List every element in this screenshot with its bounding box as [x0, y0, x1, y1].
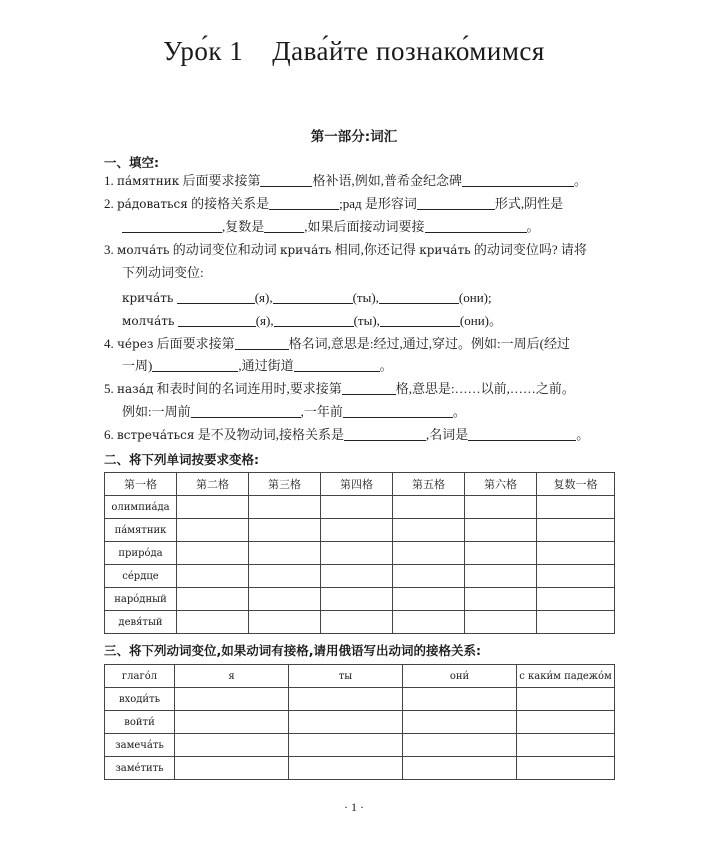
table-row	[105, 519, 615, 542]
row-label: девя́тый	[105, 611, 177, 634]
answer-cell[interactable]	[465, 519, 537, 542]
answer-cell[interactable]	[537, 496, 615, 519]
answer-cell[interactable]	[289, 688, 403, 711]
col-header: глаго́л	[105, 665, 175, 688]
item-2: 2. ра́доваться 的接格关系是 ;рад 是形容词 形式,阴性是	[104, 196, 564, 211]
answer-cell[interactable]	[537, 565, 615, 588]
item-3: 3. молча́ть 的动词变位和动词 крича́ть 相同,你还记得 крича́ть 的动词变位吗? 请将	[104, 242, 587, 257]
answer-cell[interactable]	[175, 688, 289, 711]
col-header: 第五格	[393, 473, 465, 496]
col-header: 复数一格	[537, 473, 615, 496]
col-header: 第二格	[177, 473, 249, 496]
answer-cell[interactable]	[289, 757, 403, 780]
part3-heading: 三、将下列动词变位,如果动词有接格,请用俄语写出动词的接格关系:	[104, 643, 481, 658]
answer-cell[interactable]	[537, 542, 615, 565]
part2-heading: 二、将下列单词按要求变格:	[104, 452, 259, 467]
blank-field[interactable]	[342, 382, 396, 395]
row-label: олимпиа́да	[105, 496, 177, 519]
answer-cell[interactable]	[249, 519, 321, 542]
item-5-cont: 例如:一周前 ,一年前 。	[122, 404, 466, 419]
answer-cell[interactable]	[321, 496, 393, 519]
answer-cell[interactable]	[537, 519, 615, 542]
table-row	[105, 734, 615, 757]
blank-field[interactable]	[178, 314, 256, 327]
answer-cell[interactable]	[177, 565, 249, 588]
answer-cell[interactable]	[393, 542, 465, 565]
blank-field[interactable]	[269, 197, 339, 210]
declension-table	[104, 472, 615, 634]
blank-field[interactable]	[344, 428, 426, 441]
blank-field[interactable]	[380, 314, 460, 327]
section-title: 第一部分:词汇	[310, 129, 398, 145]
answer-cell[interactable]	[517, 688, 615, 711]
blank-field[interactable]	[417, 197, 495, 210]
blank-field[interactable]	[343, 405, 453, 418]
table-row	[105, 588, 615, 611]
answer-cell[interactable]	[465, 542, 537, 565]
answer-cell[interactable]	[321, 519, 393, 542]
answer-cell[interactable]	[465, 588, 537, 611]
answer-cell[interactable]	[321, 611, 393, 634]
table-row	[105, 496, 615, 519]
answer-cell[interactable]	[517, 757, 615, 780]
item-4-cont: 一周) ,通过街道 。	[122, 358, 393, 373]
conjugation-header-row	[105, 665, 615, 688]
answer-cell[interactable]	[249, 542, 321, 565]
blank-field[interactable]	[468, 428, 576, 441]
answer-cell[interactable]	[403, 757, 517, 780]
blank-field[interactable]	[122, 220, 222, 233]
table-row	[105, 611, 615, 634]
conjugation-table	[104, 664, 615, 780]
answer-cell[interactable]	[393, 565, 465, 588]
row-label: па́мятник	[105, 519, 177, 542]
blank-field[interactable]	[264, 220, 304, 233]
answer-cell[interactable]	[249, 588, 321, 611]
row-label: се́рдце	[105, 565, 177, 588]
col-header: они́	[403, 665, 517, 688]
table-row	[105, 565, 615, 588]
col-header: я	[175, 665, 289, 688]
answer-cell[interactable]	[175, 711, 289, 734]
answer-cell[interactable]	[175, 734, 289, 757]
blank-field[interactable]	[379, 291, 459, 304]
answer-cell[interactable]	[177, 542, 249, 565]
answer-cell[interactable]	[177, 496, 249, 519]
item-3-molcat: молча́ть (я), (ты), (они)。	[122, 313, 502, 328]
answer-cell[interactable]	[465, 496, 537, 519]
answer-cell[interactable]	[177, 519, 249, 542]
item-5: 5. наза́д 和表时间的名词连用时,要求接第 格,意思是:……以前,……之前。	[104, 381, 575, 396]
table-row	[105, 542, 615, 565]
blank-field[interactable]	[273, 291, 353, 304]
blank-field[interactable]	[235, 337, 289, 350]
row-label: входи́ть	[105, 688, 175, 711]
item-6: 6. встреча́ться 是不及物动词,接格关系是 ,名词是 。	[104, 427, 590, 442]
col-header: 第一格	[105, 473, 177, 496]
answer-cell[interactable]	[465, 611, 537, 634]
blank-field[interactable]	[294, 359, 380, 372]
answer-cell[interactable]	[249, 611, 321, 634]
answer-cell[interactable]	[517, 734, 615, 757]
col-header: ты	[289, 665, 403, 688]
answer-cell[interactable]	[289, 711, 403, 734]
item-3-cont: 下列动词变位:	[122, 265, 204, 280]
lesson-title: Уро́к 1 Дава́йте познако́мимся	[163, 36, 545, 66]
answer-cell[interactable]	[321, 588, 393, 611]
answer-cell[interactable]	[537, 588, 615, 611]
answer-cell[interactable]	[393, 519, 465, 542]
table-row	[105, 711, 615, 734]
answer-cell[interactable]	[289, 734, 403, 757]
answer-cell[interactable]	[465, 565, 537, 588]
answer-cell[interactable]	[393, 496, 465, 519]
answer-cell[interactable]	[249, 565, 321, 588]
col-header: 第三格	[249, 473, 321, 496]
row-label: наро́дный	[105, 588, 177, 611]
row-label: замеча́ть	[105, 734, 175, 757]
blank-field[interactable]	[274, 314, 354, 327]
answer-cell[interactable]	[403, 711, 517, 734]
table-row	[105, 757, 615, 780]
answer-cell[interactable]	[321, 565, 393, 588]
blank-field[interactable]	[462, 174, 574, 187]
row-label: войти́	[105, 711, 175, 734]
blank-field[interactable]	[177, 291, 255, 304]
answer-cell[interactable]	[393, 611, 465, 634]
row-label: заме́тить	[105, 757, 175, 780]
table-row	[105, 688, 615, 711]
col-header: 第六格	[465, 473, 537, 496]
answer-cell[interactable]	[177, 611, 249, 634]
col-header: с каки́м падежо́м	[517, 665, 615, 688]
row-label: приро́да	[105, 542, 177, 565]
item-1: 1. па́мятник 后面要求接第 格补语,例如,普希金纪念碑 。	[104, 173, 587, 188]
answer-cell[interactable]	[249, 496, 321, 519]
answer-cell[interactable]	[537, 611, 615, 634]
blank-field[interactable]	[425, 220, 527, 233]
answer-cell[interactable]	[393, 588, 465, 611]
item-2-cont: ,复数是 ,如果后面接动词要接 。	[122, 219, 540, 235]
answer-cell[interactable]	[517, 711, 615, 734]
page-number: · 1 ·	[344, 800, 364, 814]
blank-field[interactable]	[191, 405, 301, 418]
answer-cell[interactable]	[403, 734, 517, 757]
blank-field[interactable]	[152, 359, 238, 372]
answer-cell[interactable]	[177, 588, 249, 611]
item-4: 4. че́рез 后面要求接第 格名词,意思是:经过,通过,穿过。例如:一周后(经过	[104, 336, 570, 351]
part1-heading: 一、填空:	[104, 155, 159, 170]
answer-cell[interactable]	[403, 688, 517, 711]
blank-field[interactable]	[260, 174, 312, 187]
col-header: 第四格	[321, 473, 393, 496]
declension-header-row	[105, 473, 615, 496]
answer-cell[interactable]	[321, 542, 393, 565]
answer-cell[interactable]	[175, 757, 289, 780]
item-3-kricat: крича́ть (я), (ты), (они);	[122, 290, 492, 305]
